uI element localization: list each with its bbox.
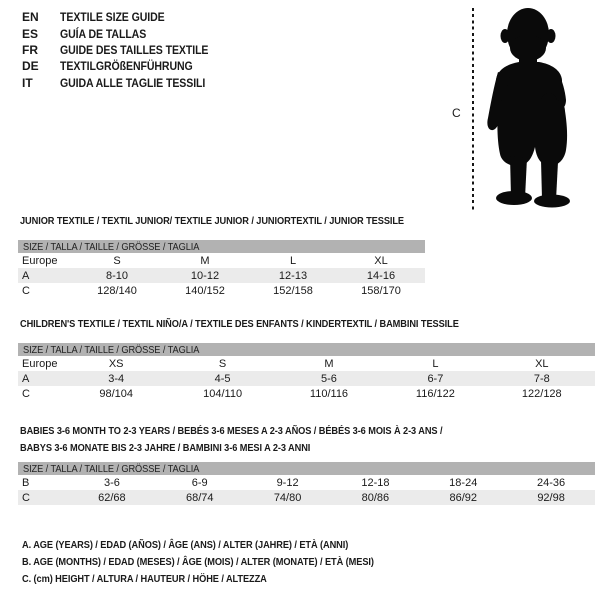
table-row-label: B [22, 476, 30, 489]
language-label: TEXTILGRÖßENFÜHRUNG [60, 59, 193, 74]
note-line-a: A. AGE (YEARS) / EDAD (AÑOS) / ÂGE (ANS) / ALTER (JAHRE) / ETÀ (ANNI) [22, 538, 349, 551]
size-header-label: SIZE / TALLA / TAILLE / GRÖSSE / TAGLIA [23, 343, 200, 356]
language-code: ES [22, 26, 39, 41]
language-row-es [22, 25, 229, 41]
table-title [18, 215, 425, 228]
size-header-bar [18, 343, 595, 356]
table-cell: L [289, 254, 297, 267]
note-line-b: B. AGE (MONTHS) / EDAD (MESES) / ÂGE (MOIS) / ALTER (MONATE) / ETÀ (MESI) [22, 555, 374, 568]
table-row [18, 253, 425, 268]
language-row-fr [22, 42, 229, 58]
table-row [18, 475, 595, 490]
size-header-bar [18, 240, 425, 253]
table-cell: 74/80 [273, 491, 302, 504]
table-cell: 122/128 [521, 387, 562, 400]
table-cell: 62/68 [98, 491, 126, 504]
table-cell: 158/170 [361, 284, 401, 297]
table-cell: 152/158 [273, 284, 313, 297]
children-textile-table [18, 318, 595, 401]
language-legend [22, 9, 229, 91]
table-cell: M [200, 254, 210, 267]
table-rows [18, 356, 595, 401]
table-cell: 14-16 [366, 269, 396, 282]
table-cell: 6-9 [191, 476, 208, 489]
table-cell: 92/98 [537, 491, 565, 504]
language-label: TEXTILE SIZE GUIDE [60, 10, 165, 25]
table-cell: S [218, 357, 227, 370]
language-label: GUIDA ALLE TAGLIE TESSILI [60, 75, 206, 90]
size-header-label: SIZE / TALLA / TAILLE / GRÖSSE / TAGLIA [23, 240, 200, 253]
table-row [18, 490, 595, 505]
table-cell: 3-6 [103, 476, 120, 489]
table-row [18, 386, 595, 401]
table-cell: 98/104 [99, 387, 134, 400]
table-rows [18, 475, 595, 505]
table-row-label: C [22, 387, 30, 400]
table-rows [18, 253, 425, 298]
table-cell: 12-13 [278, 269, 308, 282]
table-cell: 128/140 [97, 284, 137, 297]
table-row-label: Europe [22, 357, 58, 370]
language-label: GUÍA DE TALLAS [60, 26, 147, 41]
table-cell: 110/116 [309, 387, 349, 400]
junior-textile-table [18, 215, 425, 298]
table-cell: XL [535, 357, 549, 370]
table-cell: S [113, 254, 121, 267]
table-cell: 140/152 [185, 284, 225, 297]
table-cell: 8-10 [105, 269, 129, 282]
language-row-de [22, 58, 229, 74]
table-row-label: C [22, 284, 30, 297]
note-line-c: C. (cm) HEIGHT / ALTURA / HAUTEUR / HÖHE / ALTEZZA [22, 572, 267, 585]
table-cell: 4-5 [214, 372, 231, 385]
table-cell: 10-12 [190, 269, 220, 282]
table-cell: 6-7 [427, 372, 444, 385]
language-label: GUIDE DES TAILLES TEXTILE [60, 42, 209, 57]
table-title [18, 318, 595, 331]
language-code: EN [22, 10, 39, 25]
table-cell: 80/86 [361, 491, 390, 504]
table-row-label: C [22, 491, 30, 504]
height-measure-label: C [452, 106, 461, 120]
table-title [18, 423, 595, 456]
babies-textile-table [18, 423, 595, 505]
table-cell: 5-6 [321, 372, 337, 385]
language-code: IT [22, 75, 33, 90]
table-cell: 68/74 [185, 491, 214, 504]
language-row-en [22, 9, 229, 25]
table-row-label: A [22, 372, 30, 385]
table-row [18, 268, 425, 283]
table-cell: 86/92 [449, 491, 477, 504]
language-code: FR [22, 42, 38, 57]
table-title-line: BABYS 3-6 MONATE BIS 2-3 JAHRE / BAMBINI 3-6 MESI A 2-3 ANNI [20, 441, 311, 454]
size-header-bar [18, 462, 595, 475]
table-title-line: BABIES 3-6 MONTH TO 2-3 YEARS / BEBÉS 3-6 MESES A 2-3 AÑOS / BÉBÉS 3-6 MOIS À 2-3 ANS / [20, 425, 443, 437]
table-cell: 104/110 [203, 387, 243, 400]
table-title-line: JUNIOR TEXTILE / TEXTIL JUNIOR/ TEXTILE JUNIOR / JUNIORTEXTIL / JUNIOR TESSILE [20, 215, 405, 227]
table-cell: XS [108, 357, 124, 370]
table-row [18, 356, 595, 371]
baby-silhouette-icon [486, 4, 580, 208]
legend-notes [22, 536, 422, 587]
size-header-label: SIZE / TALLA / TAILLE / GRÖSSE / TAGLIA [23, 462, 200, 475]
table-title-line: CHILDREN'S TEXTILE / TEXTIL NIÑO/A / TEXTILE DES ENFANTS / KINDERTEXTIL / BAMBINI TESSILE [20, 318, 459, 330]
table-cell: 18-24 [449, 476, 478, 489]
table-cell: M [324, 357, 334, 370]
table-cell: 24-36 [537, 476, 566, 489]
table-row [18, 283, 425, 298]
table-cell: 9-12 [276, 476, 299, 489]
table-cell: XL [374, 254, 388, 267]
table-cell: L [432, 357, 439, 370]
table-cell: 3-4 [108, 372, 125, 385]
table-cell: 12-18 [361, 476, 390, 489]
height-measure-line [472, 8, 474, 210]
table-cell: 7-8 [533, 372, 550, 385]
table-row [18, 371, 595, 386]
table-cell: 116/122 [415, 387, 455, 400]
table-row-label: Europe [22, 254, 58, 267]
table-row-label: A [22, 269, 30, 282]
language-row-it [22, 75, 229, 91]
language-code: DE [22, 59, 39, 74]
